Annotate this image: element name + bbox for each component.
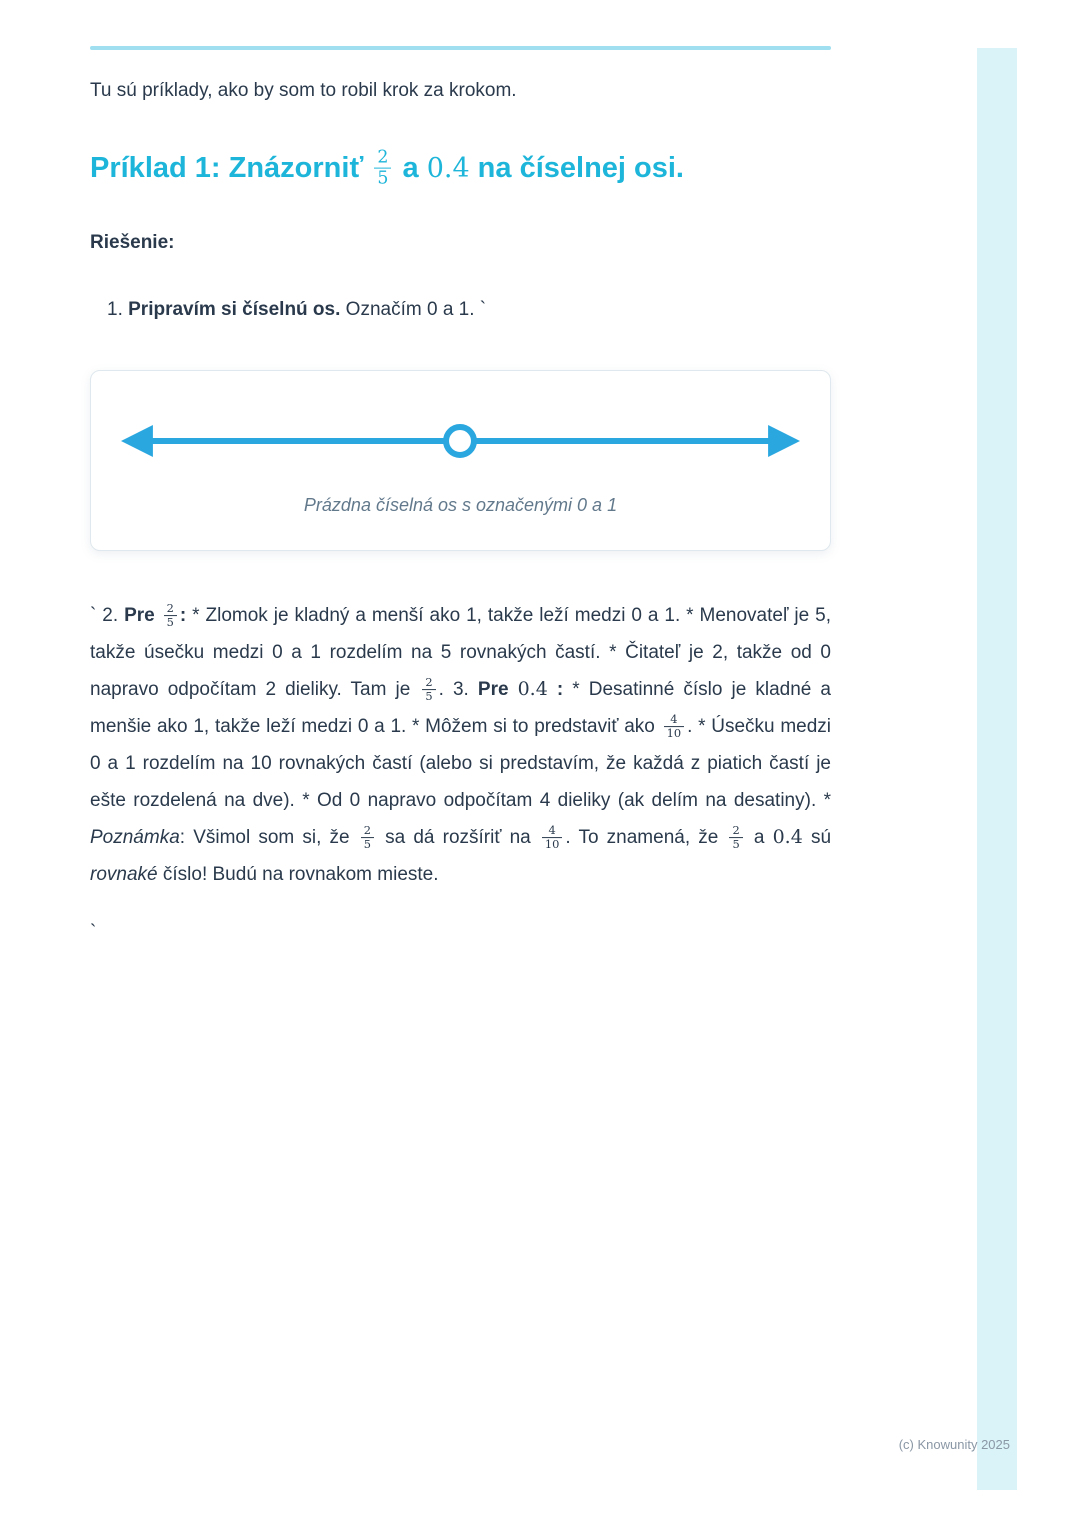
stray-backtick: ` xyxy=(90,921,97,943)
explanation-paragraph xyxy=(90,597,831,893)
text-segment: Pre xyxy=(477,679,518,701)
text-segment: Pripravím si číselnú os. xyxy=(128,298,341,320)
text-segment: číslo! Budú na rovnakom mieste. xyxy=(157,864,439,886)
text-segment: 1. xyxy=(107,298,129,320)
step-1 xyxy=(90,296,831,325)
right-arrowhead-icon xyxy=(768,425,800,457)
inline-fraction: $\frac{2}{5}$ xyxy=(361,824,374,851)
text-segment: rovnaké xyxy=(90,864,158,886)
solution-label: Riešenie: xyxy=(90,231,175,253)
text-segment: Príklad 1: Znázorniť xyxy=(90,151,372,184)
right-accent-band xyxy=(977,48,1017,1490)
text-segment: : Všimol som si, že xyxy=(179,827,358,849)
text-segment: * Zlomok je kladný a menší ako 1, takže leží medzi 0 a 1. * Menovateľ je 5, takže úsečku medzi 0 a 1 rozdelím na 5 rovnakých častí. * Čitateľ je 2, takže od 0 napravo odpočítam 2 dieliky. Tam je xyxy=(90,605,831,701)
text-segment: Pre xyxy=(124,605,161,627)
text-segment: 0.4 xyxy=(517,678,548,701)
example-heading xyxy=(90,149,831,190)
text-segment: 0.4 xyxy=(426,152,470,184)
text-segment: Označím 0 a 1. ` xyxy=(340,298,487,320)
inline-fraction: $\frac{4}{10}$ xyxy=(542,824,563,851)
text-segment: sú xyxy=(802,827,832,849)
text-segment: na číselnej osi. xyxy=(469,151,684,184)
inline-fraction: $\frac{2}{5}$ xyxy=(164,602,177,629)
left-arrowhead-icon xyxy=(121,425,153,457)
figure-caption: Prázdna číselná os s označenými 0 a 1 xyxy=(303,495,618,516)
copyright-text: (c) Knowunity 2025 xyxy=(898,1437,1010,1452)
top-divider xyxy=(90,46,831,50)
number-line-graphic xyxy=(119,415,802,467)
text-segment: . * Úsečku medzi 0 a 1 rozdelím na 10 rovnakých častí (alebo si predstavím, že každá z piatich častí je ešte rozdelená na dve). * Od 0 napravo odpočítam 4 dieliky (ak delím na desatiny). * xyxy=(90,716,832,812)
text-segment: a xyxy=(745,827,773,849)
text-segment: : xyxy=(179,605,193,627)
text-segment: : xyxy=(556,679,573,701)
inline-fraction: $\frac{2}{5}$ xyxy=(729,824,742,851)
text-segment: Poznámka xyxy=(90,827,180,849)
text-segment: . To znamená, že xyxy=(565,827,727,849)
content-column xyxy=(90,62,831,944)
text-segment xyxy=(548,679,557,700)
inline-fraction: $\frac{2}{5}$ xyxy=(422,676,435,703)
inline-fraction: $\frac{4}{10}$ xyxy=(664,713,685,740)
intro-text: Tu sú príklady, ako by som to robil krok za krokom. xyxy=(90,80,517,101)
text-segment: . 3. xyxy=(438,679,478,701)
number-line-card xyxy=(90,370,831,551)
number-line-point-marker xyxy=(446,427,474,455)
text-segment: sa dá rozšíriť na xyxy=(377,827,539,849)
text-segment: 0.4 xyxy=(772,826,803,849)
inline-fraction: $\frac{2}{5}$ xyxy=(374,147,391,188)
text-segment: a xyxy=(394,151,427,184)
text-segment: * Desatinné číslo je kladné a menšie ako 1, takže leží medzi 0 a 1. * Môžem si to predstaviť ako xyxy=(90,679,831,738)
text-segment: ` 2. xyxy=(90,605,125,627)
